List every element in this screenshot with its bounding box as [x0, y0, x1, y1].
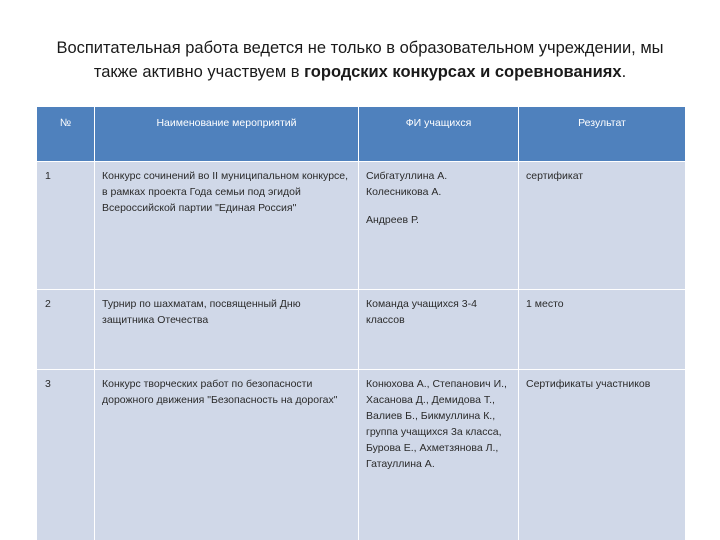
events-table: [36, 106, 686, 540]
result-cell: Сертификаты участников: [519, 370, 686, 540]
result-cell: 1 место: [519, 290, 686, 370]
row-number: 2: [37, 290, 95, 370]
table-row: [37, 162, 686, 290]
table-row: [37, 290, 686, 370]
heading-bold-text: городских конкурсах и соревнованиях: [304, 63, 622, 81]
col-header-students: ФИ учащихся: [359, 107, 519, 162]
heading-text: Воспитательная работа ведется не только в образовательном учреждении, мы также активно участвуем в: [56, 39, 664, 81]
students-names-extra: Андреев Р.: [366, 214, 419, 226]
students-cell: Команда учащихся 3-4 классов: [359, 290, 519, 370]
row-number: 1: [37, 162, 95, 290]
col-header-event: Наименование мероприятий: [95, 107, 359, 162]
students-cell: [359, 162, 519, 290]
col-header-result: Результат: [519, 107, 686, 162]
students-cell: Конюхова А., Степанович И., Хасанова Д., Демидова Т., Валиев Б., Бикмуллина К., группа учащихся 3а класса, Бурова Е., Ахметзянова Л., Гатауллина А.: [359, 370, 519, 540]
event-name: Конкурс творческих работ по безопасности дорожного движения "Безопасность на дорогах": [95, 370, 359, 540]
students-names: Сибгатуллина А. Колесникова А.: [366, 170, 448, 198]
result-cell: сертификат: [519, 162, 686, 290]
table-row: [37, 370, 686, 540]
page-heading: [40, 36, 680, 84]
col-header-number: №: [37, 107, 95, 162]
table-header-row: [37, 107, 686, 162]
event-name: Конкурс сочинений во II муниципальном конкурсе, в рамках проекта Года семьи под эгидой Всероссийской партии "Единая Россия": [95, 162, 359, 290]
row-number: 3: [37, 370, 95, 540]
heading-end: .: [621, 63, 627, 81]
event-name: Турнир по шахматам, посвященный Дню защитника Отечества: [95, 290, 359, 370]
